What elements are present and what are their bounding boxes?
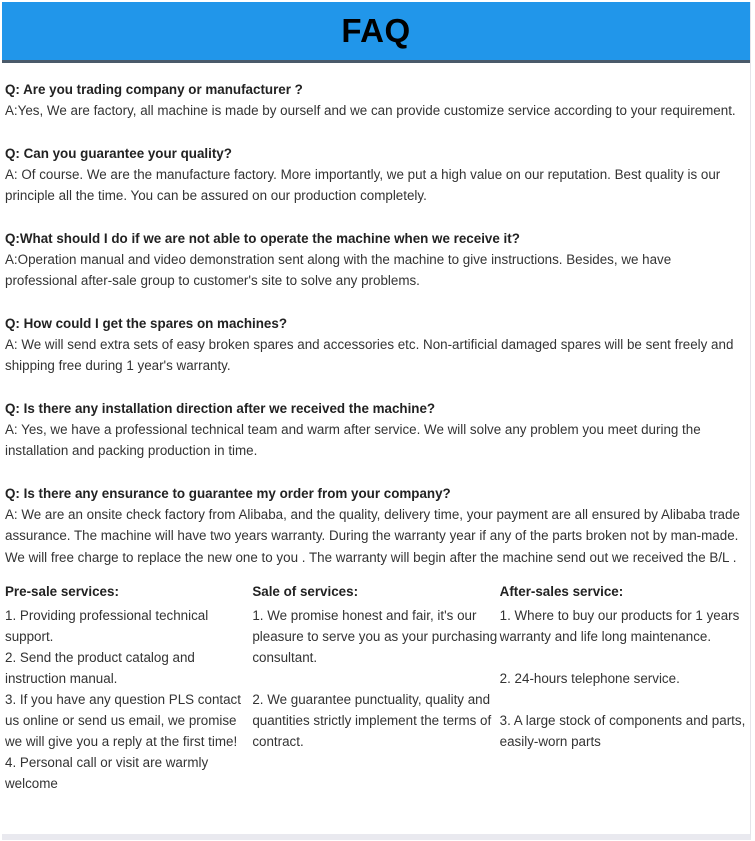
faq-answer: A: Of course. We are the manufacture factory. More importantly, we put a high value on our reputation. Best quality is our principle all the time. You can be assured on our production completely. [5, 167, 721, 204]
faq-item [5, 313, 747, 377]
faq-item [5, 79, 747, 122]
faq-item [5, 228, 747, 292]
faq-item [5, 483, 747, 568]
service-item: 3. If you have any question PLS contact us online or send us email, we promise we will give you a reply at the first time! [5, 692, 241, 749]
faq-list [2, 63, 750, 568]
faq-item [5, 398, 747, 462]
faq-panel [2, 2, 751, 840]
faq-question: Q: Are you trading company or manufacturer ? [5, 82, 303, 97]
faq-answer: A: We are an onsite check factory from Alibaba, and the quality, delivery time, your payment are all ensured by Alibaba trade assurance. The machine will have two years warranty. During the warranty year if any of the parts broken not by man-made. We will free charge to replace the new one to you . The warranty will begin after the machine send out we received the B/L . [5, 507, 740, 565]
sale-heading: Sale of services: [252, 584, 359, 599]
faq-question: Q: How could I get the spares on machines? [5, 315, 287, 331]
service-item: 2. We guarantee punctuality, quality and quantities strictly implement the terms of contract. [252, 692, 492, 749]
service-item: 2. 24-hours telephone service. [499, 671, 680, 686]
faq-question: Q: Is there any installation direction after we received the machine? [5, 400, 436, 416]
pre-sale-heading: Pre-sale services: [5, 584, 119, 599]
service-item: 4. Personal call or visit are warmly welcome [5, 755, 209, 791]
after-sale-heading: After-sales service: [499, 584, 624, 599]
services-section [2, 581, 750, 794]
pre-sale-column [5, 581, 252, 794]
service-item: 2. Send the product catalog and instruction manual. [5, 650, 195, 686]
service-item: 1. Where to buy our products for 1 years warranty and life long maintenance. [499, 608, 740, 644]
service-item: 1. Providing professional technical support. [5, 608, 209, 644]
service-item: 3. A large stock of components and parts, easily-worn parts [499, 713, 746, 749]
faq-question: Q: Can you guarantee your quality? [5, 145, 232, 161]
service-item: 1. We promise honest and fair, it's our pleasure to serve you as your purchasing consultant. [252, 608, 498, 665]
faq-header [2, 2, 750, 63]
faq-answer: A: We will send extra sets of easy broken spares and accessories etc. Non-artificial damaged spares will be sent freely and shipping free during 1 year's warranty. [5, 337, 734, 374]
faq-answer: A:Operation manual and video demonstration sent along with the machine to give instructions. Besides, we have professional after-sale group to customer's site to solve any problems. [5, 252, 672, 289]
faq-item [5, 143, 747, 207]
sale-column [252, 581, 499, 794]
faq-answer: A:Yes, We are factory, all machine is made by ourself and we can provide customize service according to your requirement. [5, 103, 736, 119]
faq-question: Q: Is there any ensurance to guarantee my order from your company? [5, 485, 451, 501]
faq-question: Q:What should I do if we are not able to operate the machine when we receive it? [5, 230, 520, 246]
page-title: FAQ [341, 12, 411, 49]
faq-answer: A: Yes, we have a professional technical team and warm after service. We will solve any problem you meet during the installation and packing production in time. [5, 422, 701, 459]
after-sale-column [500, 581, 747, 794]
